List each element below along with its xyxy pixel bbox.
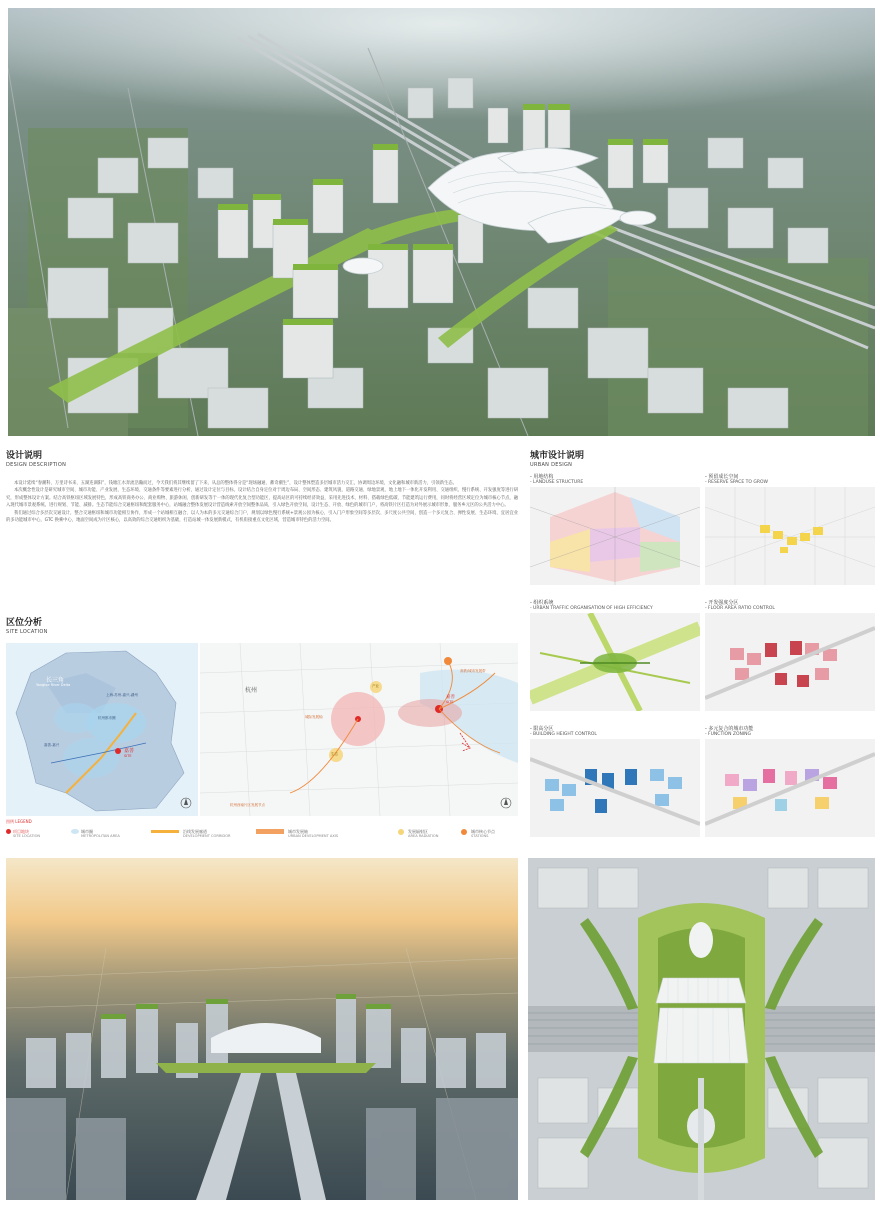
hangzhou-site-label-en: SITE <box>446 700 454 704</box>
legend-label-axis: 城市发展轴 <box>288 829 308 834</box>
sunset-render-illustration <box>6 858 518 1200</box>
panel-height-title-en: - BUILDING HEIGHT CONTROL <box>530 732 597 737</box>
hero-aerial-render <box>8 8 875 436</box>
legend-label-axis-en: URBAN DEVELOPMENT AXIS <box>288 834 339 838</box>
delta-map-illustration <box>6 643 198 816</box>
legend-swatch-axis <box>256 829 284 834</box>
design-description-subtitle: DESIGN DESCRIPTION <box>6 462 67 468</box>
hero-render-illustration <box>8 8 875 436</box>
design-description-title: 设计说明 <box>6 451 43 461</box>
legend-swatch-corridor <box>151 830 179 833</box>
panel-height-title: - 限高分区 <box>530 726 554 732</box>
panel-function-title-en: - FUNCTION ZONING <box>705 732 752 737</box>
legend-label-stations-en: STATIONS <box>471 834 489 838</box>
sunset-aerial-render <box>6 858 518 1200</box>
panel-far <box>705 600 875 711</box>
legend-title: 图例 LEGEND <box>6 819 32 824</box>
legend-label-site-en: SITE LOCATION <box>13 834 41 838</box>
delta-region-label: 长三角 <box>46 677 65 684</box>
panel-traffic <box>530 600 700 711</box>
hangzhou-tag-2: 城际发展轴 <box>305 715 323 719</box>
site-location-heading <box>6 618 48 636</box>
master-plan-render <box>528 858 875 1200</box>
map-yangtze-delta <box>6 643 198 816</box>
hangzhou-tag-3: 杭州西南片区发展节点 <box>230 803 265 807</box>
legend-swatch-stations <box>461 829 467 835</box>
design-paragraph-3: 我们通过综合多层次交通设计，整合交通枢纽和城市功能相互协作，形成一个站城相互融合、以人为本的多元交通综合门户，规划以绿色慢行系统+景观公园为核心，引入门户形象空间等多层次、多尺度公共空间，创造一个多元复合、弹性发展、生态环境、宜居宜业的多功能城市中心，GTC 换乘中心，地面空间成为片区核心，以高效的综合交通组织为基础，打造站城一体发展新模式，有机衔接重点文化区域，营造城市特色的活力空间。 <box>6 510 518 524</box>
design-paragraph-2: 本次概念性设计是研究城市空间、城市功能、产业发展、生态环境、交通条件等要素进行分析，通过设计定位与目标，设计结合自身定位对于周边布局、空间形态、建筑风貌、道路交通、绿地景观、地上地下一体化开发利用、交通组织、慢行系统、开发强度等进行研究，形成整体设计方案。结合高铁枢纽区域发展特色，形成高铁商务办公、商业购物、旅游休闲、创新研发等于一体的现代化复合型功能区，提高站区的可持续经济效益，采用先进技术、材料、搭载绿色低碳、节能建筑运行费用，同时将经营区域定位为城市核心节点，融入现代城市景观系统。进行规划、节能、减排。生态节能综合交通枢纽和配套服务中心，站城融合整体发展设计营造线索开放空间整体品质，引入绿色开放空间，设计生态、开放、绿色的城市门户，将高铁片区打造为对外展示城市形象、服务乡元区的公共活力中心。 <box>6 488 518 509</box>
panel-traffic-title: - 组织系统 <box>530 600 554 606</box>
panel-landuse <box>530 474 700 585</box>
legend-label-metro-en: METROPOLITAN AREA <box>81 834 120 838</box>
delta-site-label: 嘉善 <box>124 748 135 754</box>
delta-region-label-en: Yangtze River Delta <box>36 683 71 687</box>
legend-label-radiation-en: AREA RADIATION <box>408 834 439 838</box>
legend-label-radiation: 发展辐射区 <box>408 829 428 834</box>
panel-far-diagram <box>705 613 875 711</box>
urban-design-subtitle: URBAN DESIGN <box>530 462 573 468</box>
panel-landuse-diagram <box>530 487 700 585</box>
legend-label-corridor-en: DEVELOPMENT CORRIDOR <box>183 834 231 838</box>
legend-swatch-radiation <box>398 829 404 835</box>
legend-label-stations: 城市核心节点 <box>471 829 495 834</box>
delta-site-label-en: SITE <box>124 754 132 758</box>
delta-tag-2: 杭州都市圈 <box>98 716 116 720</box>
urban-design-title: 城市设计说明 <box>530 451 585 461</box>
legend-label-site: 项目地块 <box>13 829 29 834</box>
panel-traffic-diagram <box>530 613 700 711</box>
panel-function-title: - 多元复合的城市功能 <box>705 726 754 732</box>
hangzhou-tag-1: 高铁/城市发展带 <box>460 669 486 673</box>
panel-function <box>705 726 875 837</box>
urban-design-heading <box>530 451 584 469</box>
panel-landuse-title: - 用地结构 <box>530 474 554 480</box>
map-legend <box>6 819 518 849</box>
hangzhou-tag-5: 生态 <box>331 752 338 756</box>
map-hangzhou-region <box>200 643 518 816</box>
hangzhou-tag-4: 产业 <box>372 684 379 688</box>
master-plan-illustration <box>528 858 875 1200</box>
hangzhou-site-label: 嘉善 <box>446 695 455 700</box>
legend-label-corridor: 沿线发展廊道 <box>183 829 207 834</box>
panel-height-diagram <box>530 739 700 837</box>
panel-landuse-title-en: - LANDUSE STRUCTURE <box>530 480 584 485</box>
panel-height <box>530 726 700 837</box>
panel-traffic-title-en: - URBAN TRAFFIC ORGANISATION OF HIGH EFFICIENCY <box>530 606 653 611</box>
panel-function-diagram <box>705 739 875 837</box>
site-location-subtitle: SITE LOCATION <box>6 629 48 635</box>
panel-far-title-en: - FLOOR AREA RATIO CONTROL <box>705 606 775 611</box>
legend-swatch-metro <box>71 829 79 834</box>
design-paragraph-1: 本设计延续“春潮科、万里诗书来、五湖连湖阳”，钱塘江水奔流浩瀚而过，今天我们将其继续留了下来，从总的整体得分是“现场融通、蓄奇潮生”，设计整体塑造多层城市活力交汇，协调周边环境，文化融和城市新活力，引领新生态。 <box>14 481 457 486</box>
site-location-title: 区位分析 <box>6 618 43 628</box>
hangzhou-city-label: 杭州 <box>245 687 258 694</box>
design-description-section <box>6 451 518 524</box>
legend-swatch-site <box>6 829 11 834</box>
panel-reserve <box>705 474 875 585</box>
legend-label-metro: 城市圈 <box>81 829 93 834</box>
panel-reserve-title: - 预留成长空间 <box>705 474 739 480</box>
panel-far-title: - 开发强度分区 <box>705 600 739 606</box>
delta-tag-3: 嘉善-嘉兴 <box>44 743 60 747</box>
panel-reserve-title-en: - RESERVE SPACE TO GROW <box>705 480 768 485</box>
delta-tag-1: 上海-苏州-嘉兴-湖州 <box>106 693 138 697</box>
panel-reserve-diagram <box>705 487 875 585</box>
